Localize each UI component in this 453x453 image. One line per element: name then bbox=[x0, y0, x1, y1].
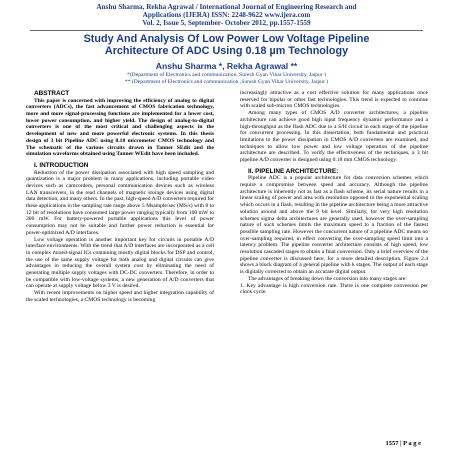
abstract-heading: ABSTRACT bbox=[34, 90, 70, 97]
journal-header bbox=[0, 3, 453, 28]
page-number: 1557 | P a g e bbox=[385, 440, 421, 447]
header-line-3: Vol. 2, Issue 5, September- October 2012, pp.1557-1559 bbox=[142, 19, 311, 28]
intro-paragraph-1: Reduction of the power dissipation associated with high speed sampling and quantization is a major problem in many applications, including portable video devices such as camcorders, personal communication devices such as wireless LAN transceivers, in the read channels of magnetic storage devices using digital data detection, and many others. In the past, high-speed A/D converters required for these applications in the sampling rate range above 5 Msample/sec (MS/s) with 8 to 12 bit of resolutions have consumed large power ranging typically from 100 mW to 300 mW. For battery-powered portable applications this level of power consumption may not be suitable and further power reduction is essential for power-optimized A/D interfaces. bbox=[26, 169, 214, 236]
affiliation-1: *(Department of Electronics and communication, Suresh Gyan Vihar University, Jaipur ) bbox=[127, 72, 326, 78]
pipeline-architecture-heading: II. PIPELINE ARCHITECTURE: bbox=[248, 167, 339, 175]
paper-authors: Anshu Sharma *, Rekha Agrawal ** bbox=[155, 61, 298, 71]
header-line-1: Anshu Sharma, Rekha Agrawal / International Journal of Engineering Research and bbox=[96, 3, 357, 11]
title-line-2: Architecture Of ADC Using 0.18 µm Technology bbox=[104, 45, 349, 57]
title-line-1: Study And Analysis Of Low Power Low Voltage Pipeline bbox=[83, 33, 370, 45]
author-affiliations bbox=[0, 72, 453, 85]
pipeline-paragraph-1: Pipeline ADC is a popular architecture for data conversion schemes which require a compromise between speed and accuracy. Although the pipeline architecture is inherently not as fast as a flash scheme, its serial nature results in a linear scaling of power and area with resolution opposed to the exponential scaling which occurs in a flash, resulting in the pipeline architecture being a more attractive solution around and above the 9 bit level. Similarly, for very high resolution schemes sigma delta architectures are generally used, however the over-sampling nature of such schemes limits the maximum speed to a fraction of the fastest possible sampling rate. However the concurrent nature of a pipeline ADC means no over-sampling required, in effect converting the over-sampling speed limit into a latency problem. The pipeline converter architecture consists of high speed, low resolution cascaded stages to obtain a final conversion. Only a brief overview of the pipeline converter is discussed here, for a more detailed description. Figure 2.4 shows a block diagram of a general pipeline with k stages. The output of each stage is digitally corrected to obtain an accurate digital output. bbox=[240, 175, 428, 276]
intro-paragraph-2: Low voltage operation is another important key for circuits in portable A/D interface environments. With the trend that A/D interfaces are incorporated as a cell in complex mixed-signal ICs containing mostly digital blocks for DSP and control, the use of the same supply voltage for both analog and digital circuits can give advantages in reducing the overall system cost by eliminating the need of generating multiple supply voltages with DC-DC converters. Therefore, in order to be compatible with low-voltage systems, a new generation of A/D converters that can operate at supply voltage below 3 V is desired. bbox=[26, 236, 214, 290]
right-paragraph-1: increasingly attractive as a cost effective solution for many applications once reserved for bipolar or other fast technologies. This trend is expected to continue with scaled sub-micron CMOS technologies. bbox=[240, 90, 428, 110]
right-paragraph-2: Among many types of CMOS A/D converter architectures, a pipeline architecture can achieve good high input frequency dynamic performance and a high-throughput as the flash ADC due to a S/H circuit in each stage of the pipeline for concurrent processing. In this dissertation, both fundamental and practical limitations to the power dissipation in CMOS A/D converters are examined, and techniques to allow low power and low voltage operation of the pipeline architecture are described. To verify the effectiveness of the techniques, a 3 bit pipeline A/D converter is designed using 0.18 mm CMOS technology. bbox=[240, 110, 428, 164]
affiliation-2: ** (Department of Electronics and communication ,Suresh Gyan Vihar University, Jaipur ) bbox=[124, 78, 329, 85]
intro-paragraph-3: With recent improvements on higher speed and higher integration capability of the scaled technologies, a CMOS technology is becoming bbox=[26, 290, 214, 303]
header-divider bbox=[30, 30, 423, 31]
introduction-heading: I. INTRODUCTION bbox=[34, 161, 89, 169]
header-line-2: Applications (IJERA) ISSN: 2248-9622 www.ijera.com bbox=[142, 11, 311, 20]
pipeline-paragraph-2: The advantages of breaking down the conversion into many stages are: bbox=[248, 275, 407, 282]
paper-title bbox=[30, 33, 423, 57]
pipeline-list-item-1: 1. Key advantage is high conversion rate. There is one complete conversion per clock cycle. bbox=[240, 282, 428, 296]
left-column bbox=[26, 90, 214, 304]
abstract-text: This paper is concerned with improving the efficiency of analog to digital converters (ADCs), the fast advancement of CMOS fabrication technology, more and more signal-processing functions are implemented for a lower cost, lower power consumption, and higher yield. The design of analog-to-digital converters is one of the most critical and challenging aspects in the development of new and more powerful electronic systems. In this thesis design of 3 bit Pipeline ADC using 0.18 micrometer CMOS technology and The schematic of the various circuits drawn in Tanner SEdit and the simulation waveforms obtained using Tanner WEdit have been included. bbox=[26, 97, 214, 158]
right-column bbox=[240, 90, 428, 296]
